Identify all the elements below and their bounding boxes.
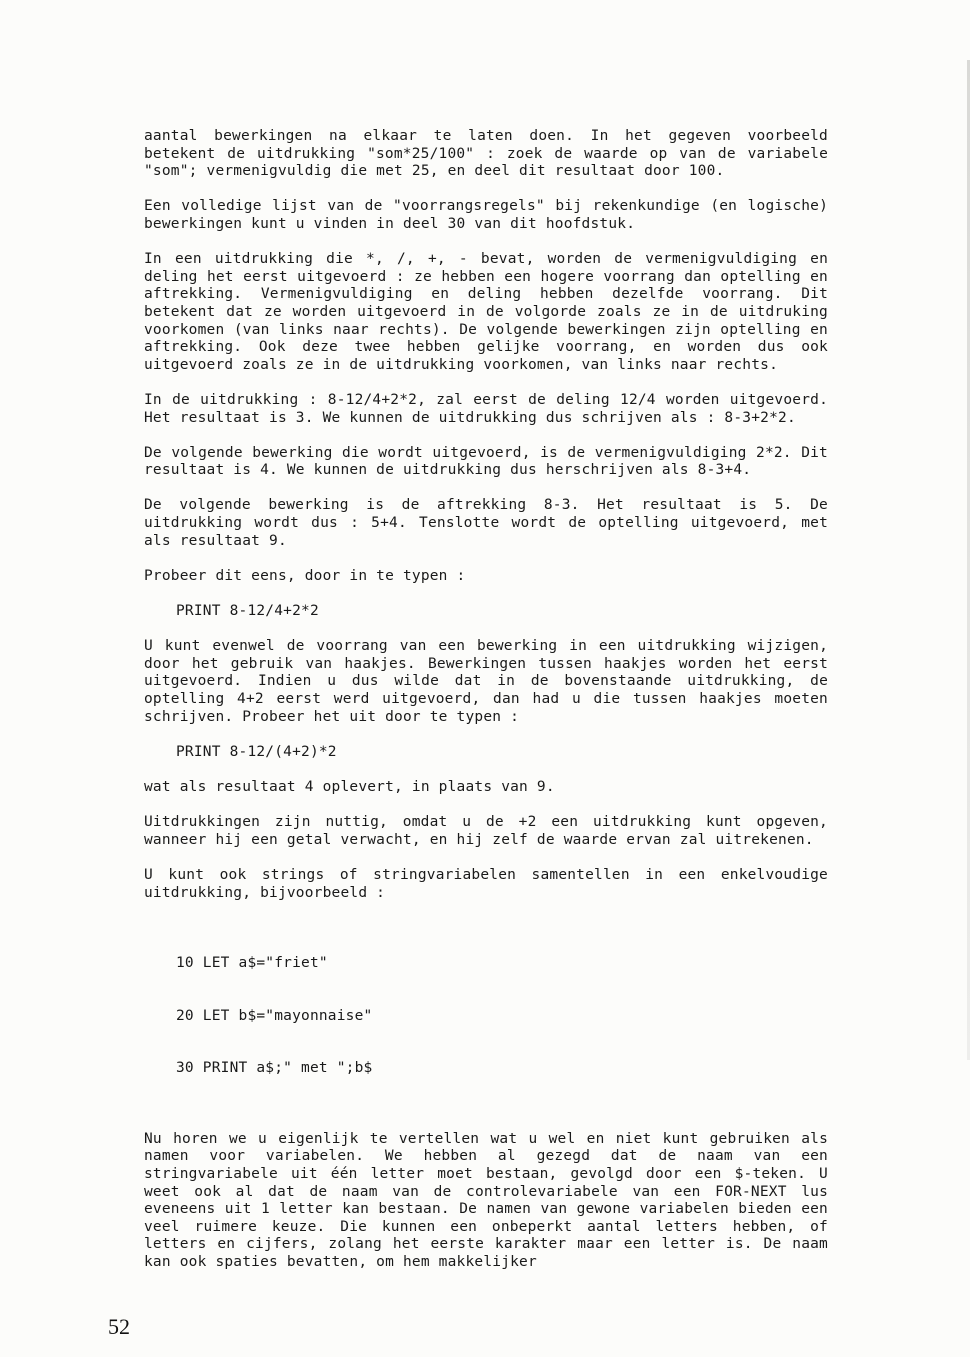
code-example-1: PRINT 8-12/4+2*2 xyxy=(176,603,319,620)
paragraph-5: De volgende bewerking die wordt uitgevoerd, is de vermenigvuldiging 2*2. Dit resultaat is 4. We kunnen de uitdrukking dus herschrijven als 8-3+4. xyxy=(144,444,828,479)
code-listing xyxy=(176,920,828,1114)
paragraph-12: Nu horen we u eigenlijk te vertellen wat u wel en niet kunt gebruiken als namen voor variabelen. We hebben al gezegd dat de naam van een stringvariabele uit één letter moet bestaan, gevolgd door een $-teken. U weet ook al dat de naam van de controlevariabele van een FOR-NEXT lus eveneens uit 1 letter kan bestaan. De namen van gewone variabelen bieden een veel ruimere keuze. Die kunnen een onbeperkt aantal letters hebben, of letters en cijfers, zolang het eerste karakter maar een letter is. De naam kan ook spaties bevatten, om hem makkelijker xyxy=(144,1130,828,1270)
body-text xyxy=(144,128,828,1289)
paragraph-7: Probeer dit eens, door in te typen : xyxy=(144,567,466,584)
code-line-10: 10 LET a$="friet" xyxy=(176,954,328,971)
paragraph-10: Uitdrukkingen zijn nuttig, omdat u de +2 een uitdrukking kunt opgeven, wanneer hij een getal verwacht, en hij zelf de waarde ervan zal uitrekenen. xyxy=(144,814,828,848)
paragraph-9: wat als resultaat 4 oplevert, in plaats van 9. xyxy=(144,778,555,795)
paragraph-1: aantal bewerkingen na elkaar te laten doen. In het gegeven voorbeeld betekent de uitdrukking "som*25/100" : zoek de waarde op van de variabele "som"; vermenigvuldig die met 25, en deel dit resultaat door 100. xyxy=(144,128,828,180)
code-example-2: PRINT 8-12/(4+2)*2 xyxy=(176,743,337,760)
code-line-20: 20 LET b$="mayonnaise" xyxy=(176,1007,373,1024)
paragraph-8: U kunt evenwel de voorrang van een bewerking in een uitdrukking wijzigen, door het gebruik van haakjes. Bewerkingen tussen haakjes worden het eerst uitgevoerd. Indien u dus wilde dat in de bovenstaande uitdrukking, de optelling 4+2 eerst werd uitgevoerd, dan had u die tussen haakjes moeten schrijven. Probeer het uit door te typen : xyxy=(144,638,828,725)
code-line-30: 30 PRINT a$;" met ";b$ xyxy=(176,1060,373,1077)
paragraph-4: In de uitdrukking : 8-12/4+2*2, zal eerst de deling 12/4 worden uitgevoerd. Het resultaat is 3. We kunnen de uitdrukking dus schrijven als : 8-3+2*2. xyxy=(144,391,828,426)
paragraph-3: In een uitdrukking die *, /, +, - bevat, worden de vermenigvuldiging en deling het eerst uitgevoerd : ze hebben een hogere voorrang dan optelling en aftrekking. Vermenigvuldiging en deling hebben dezelfde voorrang. Dit betekent dat ze worden uitgevoerd in de volgorde zoals ze in de uitdruking voorkomen (van links naar rechts). De volgende bewerkingen zijn optelling en aftrekking. Ook deze twee hebben gelijke voorrang, en worden dus ook uitgevoerd zoals ze in de uitdrukking voorkomen, van links naar rechts. xyxy=(144,251,828,373)
paragraph-2: Een volledige lijst van de "voorrangsregels" bij rekenkundige (en logische) bewerkingen kunt u vinden in deel 30 van dit hoofdstuk. xyxy=(144,198,828,232)
paragraph-6: De volgende bewerking is de aftrekking 8-3. Het resultaat is 5. De uitdrukking wordt dus : 5+4. Tenslotte wordt de optelling uitgevoerd, met als resultaat 9. xyxy=(144,497,828,549)
paragraph-11: U kunt ook strings of stringvariabelen samentellen in een enkelvoudige uitdrukking, bijvoorbeeld : xyxy=(144,866,828,901)
page-number: 52 xyxy=(108,1314,130,1339)
